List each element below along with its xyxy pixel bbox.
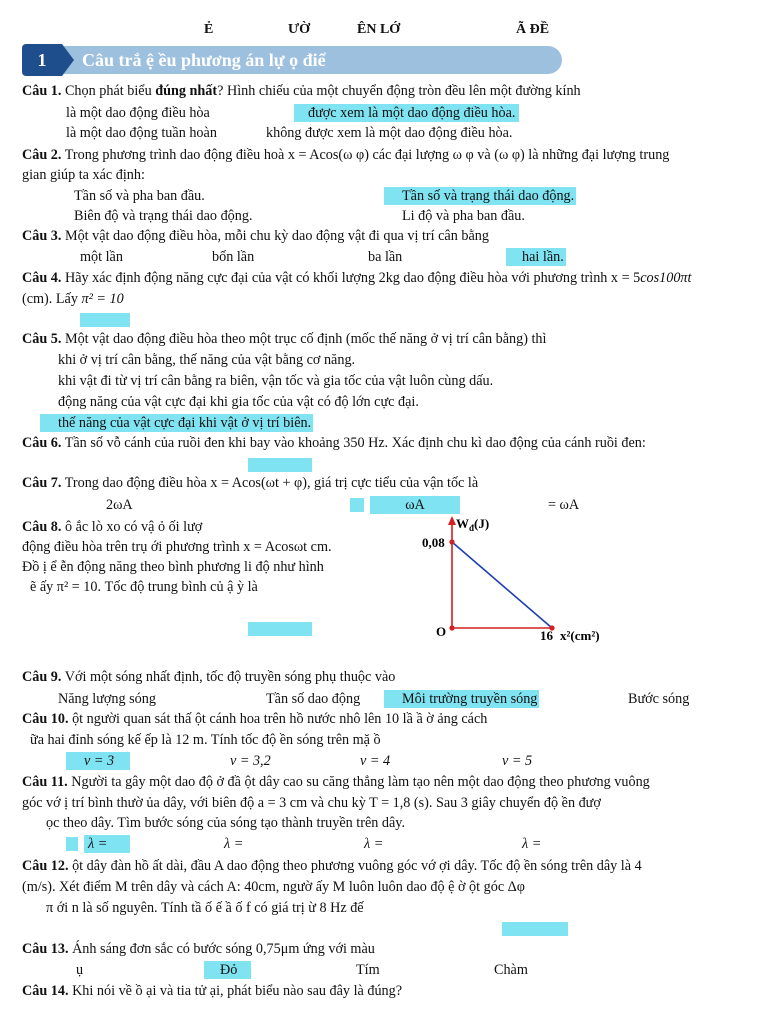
q11-option-c[interactable]: λ = (364, 836, 384, 852)
q11-option-b[interactable]: λ = (224, 836, 244, 852)
question-text: Một vật dao động điều hòa, mỗi chu kỳ dao động vật đi qua vị trí cân bằng (61, 228, 489, 244)
question-text: ột người quan sát thấ ột cánh hoa trên hồ nước nhô lên 10 lầ ầ ờ ảng cách (68, 711, 488, 727)
graph-origin-label: O (436, 624, 447, 639)
q11-option-d[interactable]: λ = (522, 836, 542, 852)
question-4 (22, 269, 691, 287)
graph-line (452, 542, 552, 628)
q5-option-c[interactable]: động năng của vật cực đại khi gia tốc của vật có độ lớn cực đại. (58, 394, 419, 410)
q9-option-c[interactable]: Môi trường truyền sóng (384, 690, 539, 708)
question-13 (22, 940, 375, 958)
question-label: Câu 9. (22, 669, 62, 685)
section-chevron-icon (62, 44, 74, 76)
q10-option-a[interactable]: v = 3 (66, 752, 130, 770)
header-part-1: Ẻ (204, 22, 214, 37)
question-2 (22, 146, 669, 164)
q2-option-d[interactable]: Li độ và pha ban đầu. (402, 208, 525, 224)
question-text: ô ắc lò xo có vậ ỏ ối lượ (61, 519, 203, 535)
section-banner (22, 44, 562, 76)
q11-option-a[interactable]: λ = (84, 835, 130, 853)
question-6 (22, 434, 646, 452)
q4-answer-highlight[interactable] (80, 313, 130, 327)
question-text: Chọn phát biểu (61, 83, 156, 99)
q9-option-b[interactable]: Tần số dao động (266, 691, 361, 707)
question-bold: đúng nhất (155, 83, 218, 99)
question-label: Câu 8. (22, 519, 62, 535)
q11-option-a-marker (66, 837, 78, 851)
graph-point-top (449, 539, 454, 544)
q5-option-b[interactable]: khi vật đi từ vị trí cân bằng ra biên, vận tốc và gia tốc của vật luôn cùng dấu. (58, 373, 494, 389)
question-1 (22, 82, 581, 100)
q4-formula: cos100πt (640, 270, 692, 286)
energy-graph (418, 512, 618, 648)
question-label: Câu 7. (22, 475, 62, 491)
q10-text-cont: ữa hai đỉnh sóng kế ếp là 12 m. Tính tốc độ ền sóng trên mặ ồ (30, 732, 381, 748)
question-text: Một vật dao động điều hòa theo một trục cố định (mốc thế năng ở vị trí cân bằng) thì (61, 331, 547, 347)
header-part-4: Ã ĐỀ (516, 22, 550, 37)
q6-answer-highlight[interactable] (248, 458, 312, 472)
q2-option-c[interactable]: Biên độ và trạng thái dao động. (74, 208, 253, 224)
graph-y-label: $W_đ(J)$ (456, 516, 490, 533)
graph-x-value: 16 (540, 628, 553, 643)
question-text: Người ta gây một dao độ ở đầ ột dây cao su căng thẳng làm tạo nên một dao động theo phương vuông (67, 774, 650, 790)
question-label: Câu 11. (22, 774, 68, 790)
q11-text-3: ọc theo dây. Tìm bước sóng của sóng tạo thành truyền trên dây. (46, 815, 406, 831)
question-label: Câu 2. (22, 147, 62, 163)
q7-option-b-highlight[interactable] (350, 498, 364, 512)
question-text: ột dây đàn hồ ất dài, đầu A dao động theo phương vuông góc vớ ợi dây. Tốc độ ền sóng trên dây là 4 (68, 858, 642, 874)
graph-point-origin (449, 625, 454, 630)
q2-option-b[interactable]: Tần số và trạng thái dao động. (384, 187, 576, 205)
question-text: (cm). Lấy (22, 291, 82, 307)
graph-x-label: x²(cm²) (560, 628, 600, 643)
question-3 (22, 227, 489, 245)
graph-y-arrow-icon (448, 516, 456, 525)
q3-option-d[interactable]: hai lần. (506, 248, 566, 266)
q13-option-b[interactable]: Đỏ (204, 961, 251, 979)
q9-option-a[interactable]: Năng lượng sóng (58, 691, 156, 707)
question-text: Khi nói về ồ ại và tia tử ại, phát biểu nào sau đây là đúng? (68, 983, 403, 999)
q3-option-b[interactable]: bốn lần (212, 249, 255, 265)
question-7 (22, 474, 478, 492)
question-text: Ánh sáng đơn sắc có bước sóng 0,75μm ứng với màu (68, 941, 375, 957)
q7-option-d[interactable]: = ωA (548, 497, 580, 513)
question-label: Câu 12. (22, 858, 69, 874)
section-title: Câu trắ ệ ều phương án lự ọ điể (82, 50, 326, 70)
q4-text-cont (22, 290, 124, 308)
question-label: Câu 6. (22, 435, 62, 451)
q12-answer-highlight[interactable] (502, 922, 568, 936)
q4-formula-2: π² = 10 (81, 291, 124, 307)
q1-option-d[interactable]: không được xem là một dao động điều hòa. (266, 125, 513, 141)
q10-option-b[interactable]: v = 3,2 (230, 753, 271, 769)
q10-option-c[interactable]: v = 4 (360, 753, 391, 769)
q13-option-a[interactable]: ụ (76, 962, 84, 978)
question-9 (22, 668, 395, 686)
q8-answer-highlight[interactable] (248, 622, 312, 636)
question-label: Câu 1. (22, 83, 62, 99)
section-number: 1 (22, 44, 62, 76)
q3-option-a[interactable]: một lần (80, 249, 123, 265)
question-text-rest: ? Hình chiếu của một chuyển động tròn đều lên một đường kính (217, 83, 581, 99)
question-text: Tần số vỗ cánh của ruồi đen khi bay vào khoảng 350 Hz. Xác định chu kì dao động của cánh ruồi đen: (61, 435, 646, 451)
question-label: Câu 5. (22, 331, 62, 347)
exam-header (0, 22, 768, 42)
q2-option-a[interactable]: Tần số và pha ban đầu. (74, 188, 205, 204)
question-10 (22, 710, 487, 728)
q12-text-2: (m/s). Xét điểm M trên dây và cách A: 40cm, ngườ ấy M luôn luôn dao độ ệ ờ ột góc Δφ (22, 879, 525, 895)
q1-option-a[interactable]: là một dao động điều hòa (66, 105, 210, 121)
question-8 (22, 518, 202, 536)
header-part-2: ƯỜ (288, 22, 311, 37)
question-label: Câu 14. (22, 983, 69, 999)
question-12 (22, 857, 642, 875)
q1-option-c[interactable]: là một dao động tuần hoàn (66, 125, 217, 141)
q12-text-3: π ới n là số nguyên. Tính tầ ố ế ầ ố f có giá trị ừ 8 Hz đế (46, 900, 364, 916)
q7-option-c[interactable]: ωA (370, 496, 460, 514)
question-label: Câu 4. (22, 270, 62, 286)
question-11 (22, 773, 650, 791)
header-part-3: ÊN LỚ (357, 22, 401, 37)
q8-text-3: Đồ ị ể ễn động năng theo bình phương li độ như hình (22, 559, 324, 575)
question-label: Câu 10. (22, 711, 69, 727)
q1-option-b[interactable]: được xem là một dao động điều hòa. (294, 104, 519, 122)
q8-text-4: ẽ ấy π² = 10. Tốc độ trung bình củ ậ ỳ là (30, 579, 258, 595)
q5-option-a[interactable]: khi ở vị trí cân bằng, thế năng của vật bằng cơ năng. (58, 352, 356, 368)
question-text: Trong phương trình dao động điều hoà x = Acos(ω φ) các đại lượng ω φ và (ω φ) là những đại lượng trung (61, 147, 670, 163)
question-14 (22, 982, 402, 1000)
question-label: Câu 3. (22, 228, 62, 244)
question-5 (22, 330, 546, 348)
q13-option-c[interactable]: Tím (356, 962, 380, 978)
q13-option-d[interactable]: Chàm (494, 962, 528, 978)
graph-y-value: 0,08 (422, 535, 445, 550)
q2-text-cont: gian giúp ta xác định: (22, 167, 145, 183)
question-text: Hãy xác định động năng cực đại của vật có khối lượng 2kg dao động điều hòa với phương trình x = 5 (61, 270, 641, 286)
q10-option-d[interactable]: v = 5 (502, 753, 533, 769)
q11-text-2: góc vớ ị trí bình thườ ủa dây, với biên độ a = 3 cm và chu kỳ T = 1,8 (s). Sau 3 giây chuyển độ ền đượ (22, 795, 601, 811)
question-text: Trong dao động điều hòa x = Acos(ωt + φ), giá trị cực tiểu của vận tốc là (61, 475, 479, 491)
q7-option-a[interactable]: 2ωA (106, 497, 133, 513)
q8-text-2: động điều hòa trên trụ ới phương trình x = Acosωt cm. (22, 539, 332, 555)
q5-option-d[interactable]: thế năng của vật cực đại khi vật ở vị trí biên. (40, 414, 313, 432)
question-label: Câu 13. (22, 941, 69, 957)
q9-option-d[interactable]: Bước sóng (628, 691, 690, 707)
question-text: Với một sóng nhất định, tốc độ truyền sóng phụ thuộc vào (61, 669, 396, 685)
q3-option-c[interactable]: ba lần (368, 249, 403, 265)
